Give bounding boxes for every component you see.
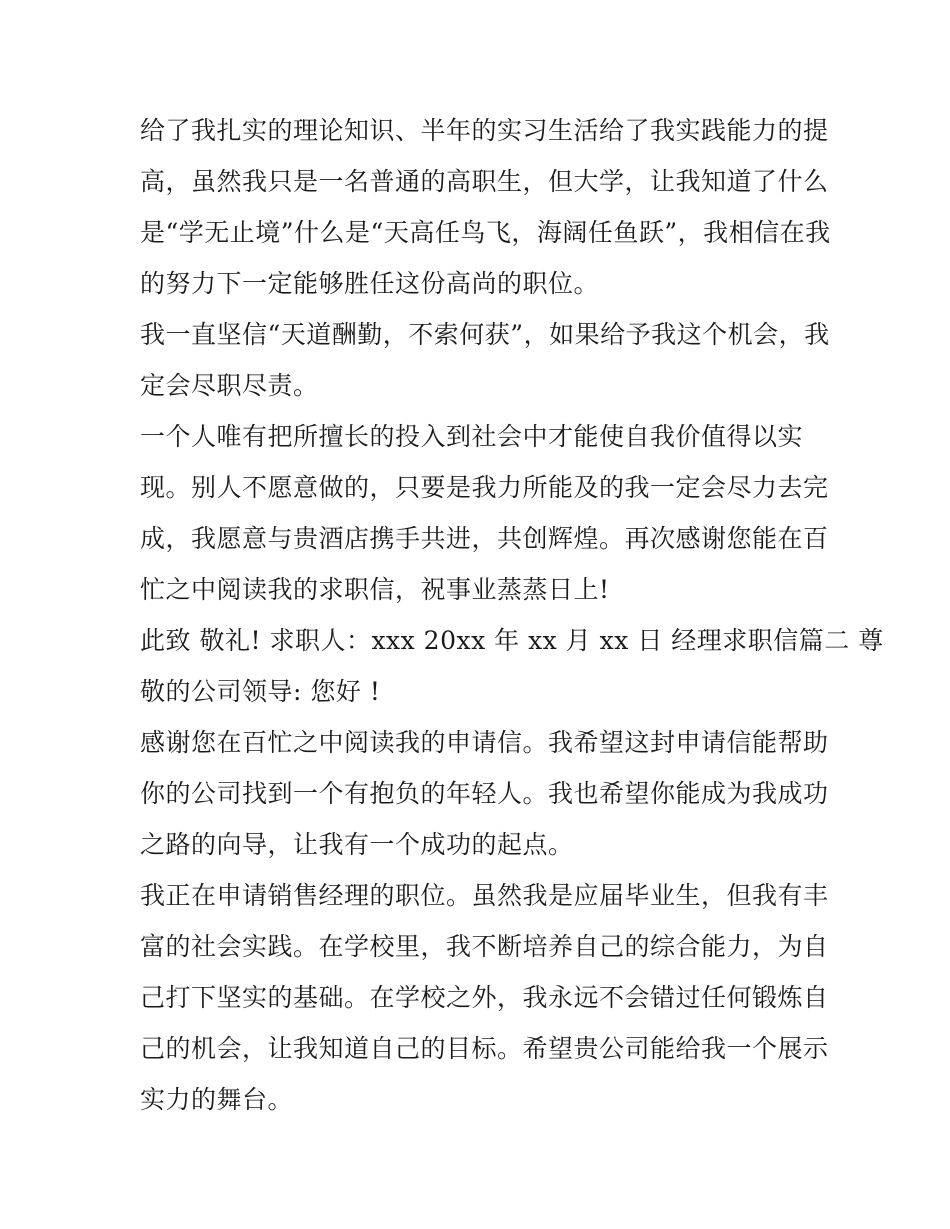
text-line: 己打下坚实的基础。在学校之外，我永远不会错过任何锻炼自 <box>140 983 829 1012</box>
text-line: 的努力下一定能够胜任这份高尚的职位。 <box>140 269 600 298</box>
text-line: 富的社会实践。在学校里，我不断培养自己的综合能力，为自 <box>140 932 829 961</box>
text-line: 感谢您在百忙之中阅读我的申请信。我希望这封申请信能帮助 <box>140 728 829 757</box>
text-line: 你的公司找到一个有抱负的年轻人。我也希望你能成为我成功 <box>140 779 829 808</box>
text-line: 我一直坚信“天道酬勤，不索何获”，如果给予我这个机会，我 <box>140 320 830 349</box>
text-line: 给了我扎实的理论知识、半年的实习生活给了我实践能力的提 <box>140 116 829 145</box>
text-line: 现。别人不愿意做的，只要是我力所能及的我一定会尽力去完 <box>140 473 829 502</box>
text-line: 是“学无止境”什么是“天高任鸟飞，海阔任鱼跃”，我相信在我 <box>140 218 831 247</box>
text-line: 之路的向导，让我有一个成功的起点。 <box>140 830 574 859</box>
text-line: 忙之中阅读我的求职信，祝事业蒸蒸日上! <box>140 575 610 604</box>
text-line: 敬的公司领导: 您好 ! <box>140 677 381 706</box>
text-line: 己的机会，让我知道自己的目标。希望贵公司能给我一个展示 <box>140 1034 829 1063</box>
text-line: 一个人唯有把所擅长的投入到社会中才能使自我价值得以实 <box>140 422 804 451</box>
letter-body <box>140 105 884 1125</box>
text-line: 实力的舞台。 <box>140 1085 294 1114</box>
text-line: 我正在申请销售经理的职位。虽然我是应届毕业生，但我有丰 <box>140 881 829 910</box>
text-line: 此致 敬礼! 求职人：xxx 20xx 年 xx 月 xx 日 经理求职信篇二 尊 <box>140 626 884 655</box>
text-line: 定会尽职尽责。 <box>140 371 319 400</box>
text-line: 高，虽然我只是一名普通的高职生，但大学，让我知道了什么 <box>140 167 829 196</box>
text-line: 成，我愿意与贵酒店携手共进，共创辉煌。再次感谢您能在百 <box>140 524 829 553</box>
